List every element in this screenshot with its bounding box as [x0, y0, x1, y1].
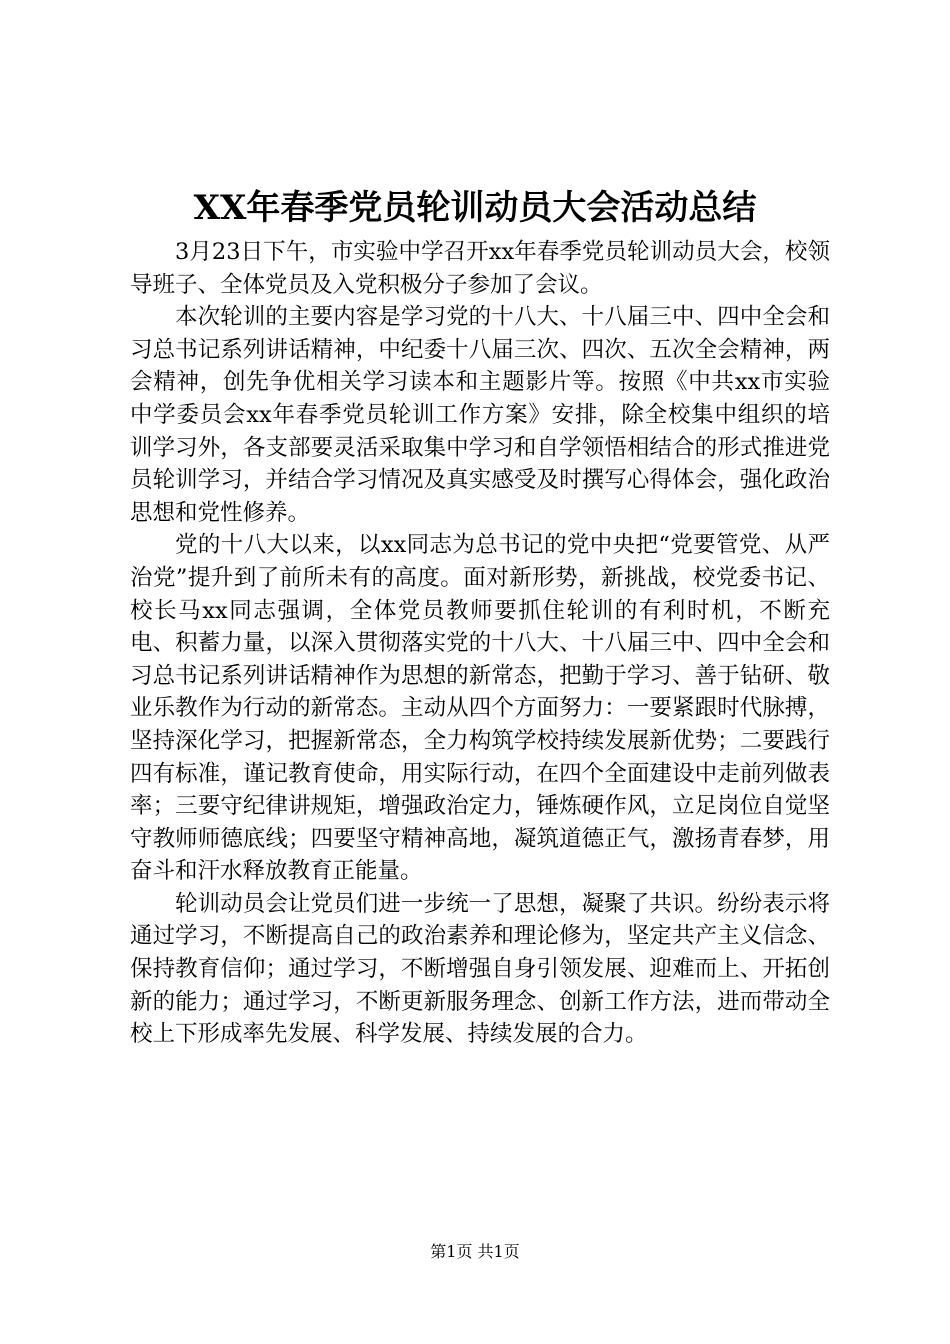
page-footer: 第1页 共1页: [430, 1242, 520, 1261]
document-body: [130, 236, 830, 1051]
paragraph-3: 党的十八大以来，以xx同志为总书记的党中央把“党要管党、从严治党”提升到了前所未有的高度。面对新形势，新挑战，校党委书记、校长马xx同志强调，全体党员教师要抓住轮训的有利时机，不断充电、积蓄力量，以深入贯彻落实党的十八大、十八届三中、四中全会和习总书记系列讲话精神作为思想的新常态，把勤于学习、善于钻研、敬业乐教作为行动的新常态。主动从四个方面努力：一要紧跟时代脉搏，坚持深化学习，把握新常态，全力构筑学校持续发展新优势；二要践行四有标准，谨记教育使命，用实际行动，在四个全面建设中走前列做表率；三要守纪律讲规矩，增强政治定力，锤炼硬作风，立足岗位自觉坚守教师师德底线；四要坚守精神高地，凝筑道德正气，激扬青春梦，用奋斗和汗水释放教育正能量。: [130, 532, 830, 885]
paragraph-1: 3月23日下午，市实验中学召开xx年春季党员轮训动员大会，校领导班子、全体党员及入党积极分子参加了会议。: [130, 239, 830, 298]
paragraph-4: 轮训动员会让党员们进一步统一了思想，凝聚了共识。纷纷表示将通过学习，不断提高自己的政治素养和理论修为，坚定共产主义信念、保持教育信仰；通过学习，不断增强自身引领发展、迎难而上、开拓创新的能力；通过学习，不断更新服务理念、创新工作方法，进而带动全校上下形成率先发展、科学发展、持续发展的合力。: [130, 890, 830, 1048]
document-title: XX年春季党员轮训动员大会活动总结: [193, 188, 757, 228]
paragraph-2: 本次轮训的主要内容是学习党的十八大、十八届三中、四中全会和习总书记系列讲话精神，中纪委十八届三次、四次、五次全会精神，两会精神，创先争优相关学习读本和主题影片等。按照《中共xx市实验中学委员会xx年春季党员轮训工作方案》安排，除全校集中组织的培训学习外，各支部要灵活采取集中学习和自学领悟相结合的形式推进党员轮训学习，并结合学习情况及真实感受及时撰写心得体会，强化政治思想和党性修养。: [130, 304, 830, 526]
